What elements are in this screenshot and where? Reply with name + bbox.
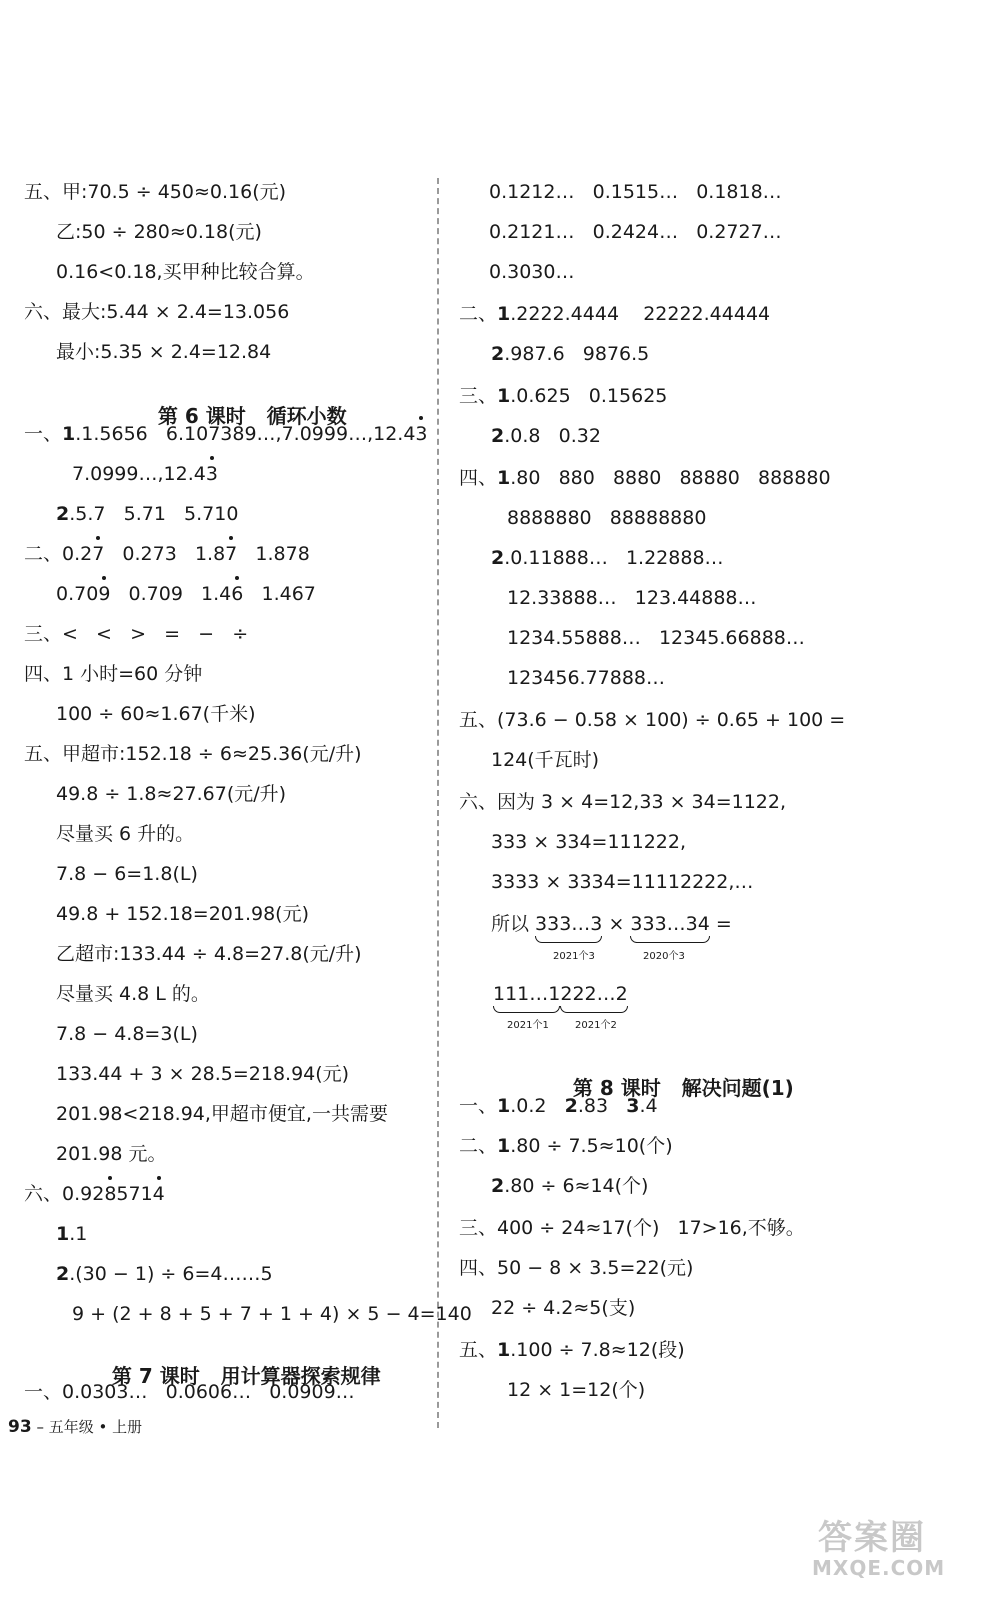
- answer-line: 四、1.80 880 8880 88880 888880: [459, 467, 831, 489]
- answer-line: 六、0.9285714: [24, 1183, 165, 1205]
- answer-line: [493, 982, 628, 1006]
- repeating-digit: 9: [98, 583, 111, 605]
- answer-line: 2.80 ÷ 6≈14(个): [491, 1175, 649, 1197]
- answer-line: 二、1.2222.4444 22222.44444: [459, 303, 771, 325]
- answer-line: 2.(30 − 1) ÷ 6=4……5: [56, 1263, 273, 1285]
- answer-line: 二、0.27 0.273 1.87 1.878: [24, 543, 310, 565]
- underbrace-group: 333…3: [535, 913, 603, 935]
- answer-line: 五、甲超市:152.18 ÷ 6≈25.36(元/升): [24, 743, 362, 765]
- answer-line: 333 × 334=111222,: [491, 831, 687, 853]
- underbrace-note: 2020个3: [643, 951, 685, 962]
- grade-label: 五年级 • 上册: [48, 1418, 143, 1436]
- column-divider: [437, 178, 439, 1428]
- answer-line: 一、0.0303… 0.0606… 0.0909…: [24, 1381, 355, 1403]
- answer-line: 124(千瓦时): [491, 749, 600, 771]
- lesson-number: 第 7 课时: [111, 1364, 200, 1388]
- answer-line: 123456.77888…: [507, 667, 666, 689]
- watermark-url: MXQE.COM: [812, 1556, 946, 1580]
- answer-line: 201.98<218.94,甲超市便宜,一共需要: [56, 1103, 388, 1125]
- answer-line: 22 ÷ 4.2≈5(支): [491, 1297, 636, 1319]
- underbrace-note: 2021个2: [575, 1020, 617, 1031]
- answer-line: 0.1212… 0.1515… 0.1818…: [489, 181, 782, 203]
- answer-line: 乙:50 ÷ 280≈0.18(元): [56, 221, 262, 243]
- answer-line: 五、(73.6 − 0.58 × 100) ÷ 0.65 + 100 =: [459, 709, 846, 731]
- answer-line: 8888880 88888880: [507, 507, 707, 529]
- answer-line: 尽量买 4.8 L 的。: [56, 983, 210, 1005]
- repeating-digit: 4: [152, 1183, 165, 1205]
- page-number: 93: [8, 1417, 32, 1437]
- underbrace-group: 333…34: [630, 913, 710, 935]
- lesson-title: 解决问题(1): [681, 1076, 794, 1100]
- repeating-digit: 7: [92, 543, 105, 565]
- underbrace-note: 2021个3: [553, 951, 595, 962]
- answer-line: 一、1.0.2 2.83 3.4: [459, 1095, 658, 1117]
- answer-line: 尽量买 6 升的。: [56, 823, 195, 845]
- answer-line: 五、甲:70.5 ÷ 450≈0.16(元): [24, 181, 287, 203]
- answer-line: 9 + (2 + 8 + 5 + 7 + 1 + 4) × 5 − 4=140: [72, 1303, 472, 1325]
- answer-line: 最小:5.35 × 2.4=12.84: [56, 341, 272, 363]
- answer-line: 2.5.7 5.71 5.710: [56, 503, 239, 525]
- answer-line: 四、50 − 8 × 3.5=22(元): [459, 1257, 694, 1279]
- answer-line: 三、1.0.625 0.15625: [459, 385, 668, 407]
- underbrace-group: 222…2: [560, 983, 628, 1005]
- answer-line: 49.8 ÷ 1.8≈27.67(元/升): [56, 783, 287, 805]
- answer-line: 7.8 − 6=1.8(L): [56, 863, 198, 885]
- answer-line: 0.3030…: [489, 261, 575, 283]
- underbrace-group: 111…1: [493, 983, 561, 1005]
- answer-line: 12 × 1=12(个): [507, 1379, 646, 1401]
- lesson-title: 用计算器探索规律: [220, 1364, 381, 1388]
- answer-line: 3333 × 3334=11112222,…: [491, 871, 754, 893]
- lesson-number: 第 8 课时: [572, 1076, 661, 1100]
- repeating-digit: 8: [104, 1183, 117, 1205]
- repeating-digit: 3: [205, 463, 218, 485]
- answer-line: 100 ÷ 60≈1.67(千米): [56, 703, 256, 725]
- page-footer: 93 – 五年级 • 上册: [8, 1417, 143, 1437]
- answer-line: 7.8 − 4.8=3(L): [56, 1023, 198, 1045]
- answer-line: 133.44 + 3 × 28.5=218.94(元): [56, 1063, 350, 1085]
- answer-line: 三、400 ÷ 24≈17(个) 17>16,不够。: [459, 1217, 805, 1239]
- watermark-text: 答案圈: [818, 1518, 926, 1558]
- answer-line: 五、1.100 ÷ 7.8≈12(段): [459, 1339, 685, 1361]
- answer-line: 12.33888… 123.44888…: [507, 587, 757, 609]
- answer-line: 0.2121… 0.2424… 0.2727…: [489, 221, 782, 243]
- repeating-digit: 7: [225, 543, 238, 565]
- repeating-digit: 6: [231, 583, 244, 605]
- answer-line: 1.1: [56, 1223, 88, 1245]
- answer-line: 7.0999…,12.43: [72, 463, 218, 485]
- answer-line: 2.0.8 0.32: [491, 425, 601, 447]
- answer-line: 六、最大:5.44 × 2.4=13.056: [24, 301, 290, 323]
- answer-line: 三、< < > = − ÷: [24, 623, 249, 645]
- answer-line: 四、1 小时=60 分钟: [24, 663, 203, 685]
- answer-line: 2.0.11888… 1.22888…: [491, 547, 724, 569]
- answer-line: 乙超市:133.44 ÷ 4.8=27.8(元/升): [56, 943, 362, 965]
- answer-line: 六、因为 3 × 4=12,33 × 34=1122,: [459, 791, 787, 813]
- answer-line: 0.709 0.709 1.46 1.467: [56, 583, 316, 605]
- answer-line: 201.98 元。: [56, 1143, 167, 1165]
- answer-line: 所以 333…3 × 333…34 =: [491, 913, 732, 935]
- answer-line: 二、1.80 ÷ 7.5≈10(个): [459, 1135, 673, 1157]
- answer-line: 0.16<0.18,买甲种比较合算。: [56, 261, 315, 283]
- watermark-logo: [812, 1510, 972, 1590]
- answer-line: 49.8 + 152.18=201.98(元): [56, 903, 310, 925]
- underbrace-note: 2021个1: [507, 1020, 549, 1031]
- answer-line: 1234.55888… 12345.66888…: [507, 627, 805, 649]
- lesson-number: 第 6 课时: [157, 404, 246, 428]
- lesson-title: 循环小数: [266, 404, 347, 428]
- answer-line: 一、1.1.5656 6.107389…,7.0999…,12.43: [24, 423, 428, 445]
- answer-line: 2.987.6 9876.5: [491, 343, 650, 365]
- repeating-digit: 3: [415, 423, 428, 445]
